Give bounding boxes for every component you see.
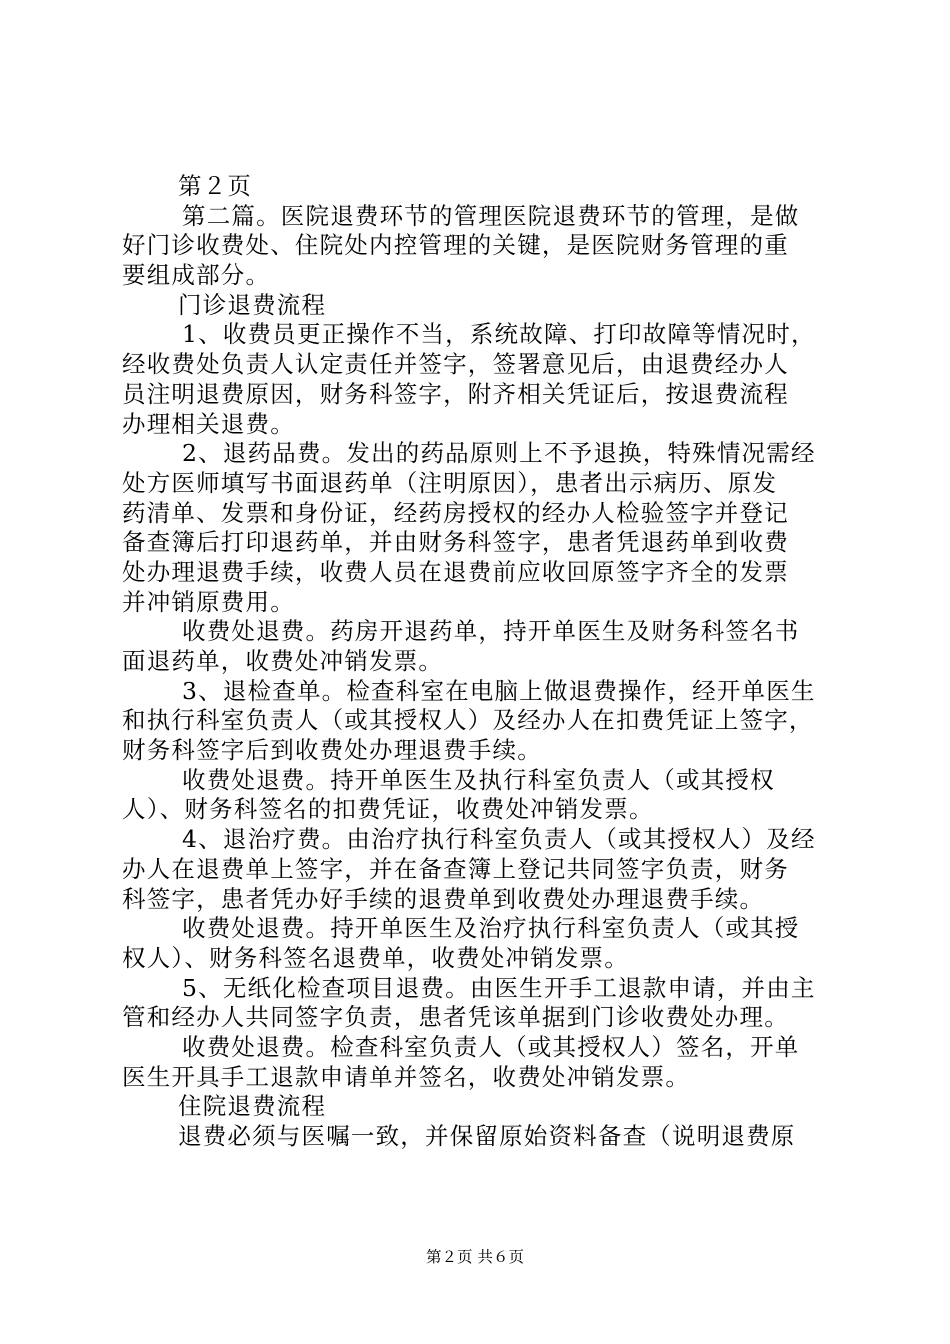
text-line: 要组成部分。	[122, 261, 271, 290]
text-line: 人）、财务科签名的扣费凭证，收费处冲销发票。	[122, 795, 654, 824]
text-line: 住院退费流程	[178, 1092, 327, 1121]
text-line: 2、退药品费。发出的药品原则上不予退换，特殊情况需经	[182, 439, 816, 468]
text-line: 收费处退费。持开单医生及治疗执行科室负责人（或其授	[182, 914, 800, 943]
text-line: 5、无纸化检查项目退费。由医生开手工退款申请，并由主	[182, 973, 816, 1002]
text-line: 处办理退费手续，收费人员在退费前应收回原签字齐全的发票	[122, 557, 789, 586]
text-line: 第２页	[178, 172, 253, 200]
text-line: 处方医师填写书面退药单（注明原因），患者出示病历、原发	[122, 468, 778, 497]
text-line: 面退药单，收费处冲销发票。	[122, 647, 444, 675]
text-line: 办人在退费单上签字，并在备查簿上登记共同签字负责，财务	[122, 854, 789, 883]
text-line: 经收费处负责人认定责任并签字，签署意见后，由退费经办人	[122, 350, 789, 379]
text-line: 科签字，患者凭办好手续的退费单到收费处办理退费手续。	[122, 884, 765, 913]
text-line: 备查簿后打印退药单，并由财务科签字，患者凭退药单到收费	[122, 528, 789, 557]
text-line: 并冲销原费用。	[122, 587, 295, 616]
text-line: 和执行科室负责人（或其授权人）及经办人在扣费凭证上签字，	[122, 706, 814, 735]
text-line: 员注明退费原因，财务科签字，附齐相关凭证后，按退费流程	[122, 379, 789, 408]
text-line: 收费处退费。检查科室负责人（或其授权人）签名，开单	[182, 1032, 800, 1061]
text-line: 退费必须与医嘱一致，并保留原始资料备查（说明退费原	[178, 1122, 796, 1150]
text-line: 办理相关退费。	[122, 409, 295, 438]
page-footer: 第２页 共６页	[426, 1248, 524, 1266]
text-line: 4、退治疗费。由治疗执行科室负责人（或其授权人）及经	[182, 825, 816, 854]
document-body	[122, 172, 834, 1152]
text-line: 收费处退费。持开单医生及执行科室负责人（或其授权	[182, 765, 775, 794]
text-line: 药清单、发票和身份证，经药房授权的经办人检验签字并登记	[122, 498, 789, 527]
text-line: 管和经办人共同签字负责，患者凭该单据到门诊收费处办理。	[122, 1003, 789, 1032]
text-line: 权人）、财务科签名退费单，收费处冲销发票。	[122, 943, 629, 972]
text-line: 财务科签字后到收费处办理退费手续。	[122, 736, 542, 765]
text-line: 门诊退费流程	[178, 290, 327, 319]
text-line: 1、收费员更正操作不当，系统故障、打印故障等情况时，	[182, 320, 816, 349]
text-line: 收费处退费。药房开退药单，持开单医生及财务科签名书	[182, 617, 800, 646]
text-line: 第二篇。医院退费环节的管理医院退费环节的管理，是做	[182, 201, 800, 230]
text-line: 好门诊收费处、住院处内控管理的关键，是医院财务管理的重	[122, 231, 789, 260]
text-line: 医生开具手工退款申请单并签名，收费处冲销发票。	[122, 1062, 691, 1091]
text-line: 3、退检查单。检查科室在电脑上做退费操作，经开单医生	[182, 676, 816, 705]
